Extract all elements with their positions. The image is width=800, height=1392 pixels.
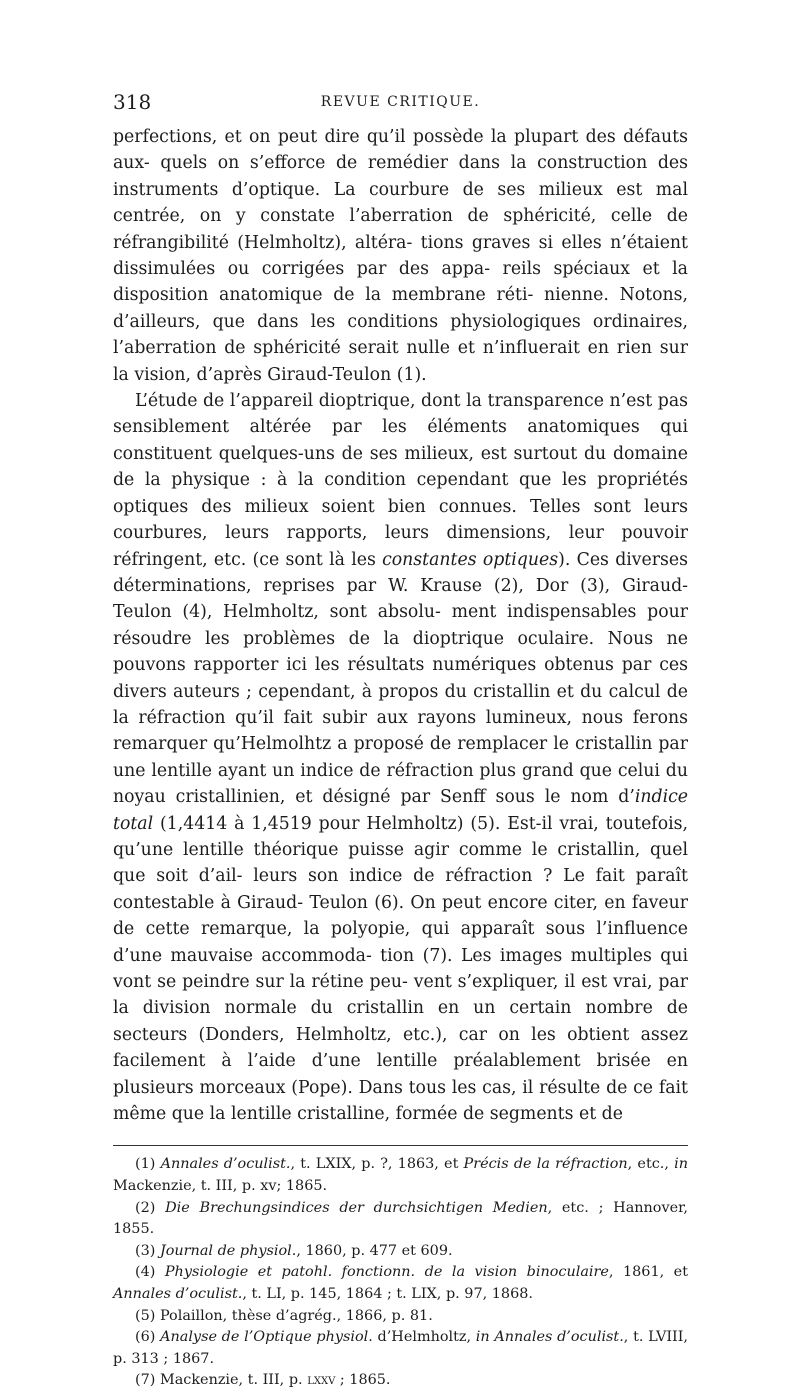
- constantes-optiques-term: constantes optiques: [382, 549, 559, 570]
- page-number: 318: [113, 90, 152, 114]
- footnote-1-title: Annales d’oculist.: [160, 1156, 291, 1173]
- footnote-4-text-1: , 1861, et: [608, 1264, 688, 1281]
- paragraph-2-text-3: (1,4414 à 1,4519 pour Helmholtz) (5). Est-il vrai, toutefois, qu’une lentille théorique puisse agir comme le cristallin, quel que soit d’ail- leurs son indice de réfraction ? Le fait paraît contestable à Giraud- Teulon (6). On peut encore citer, en faveur de cette remarque, la polyopie, qui apparaît sous l’influence d’une mauvaise accommoda- tion (7). Les images multiples qui vont se peindre sur la rétine peu- vent s’expliquer, il est vrai, par la division normale du cristallin en un certain nombre de secteurs (Donders, Helmholtz, etc.), car on les obtient assez facilement à l’aide d’une lentille préalablement brisée en plusieurs morceaux (Pope). Dans tous les cas, il résulte de ce fait même que la lentille cristalline, formée de segments et de: [113, 813, 688, 1125]
- footnote-7: [113, 1370, 688, 1392]
- footnote-2-mark: (2): [135, 1199, 166, 1216]
- footnote-4-text-2: , t. LI, p. 145, 1864 ; t. LIX, p. 97, 1868.: [242, 1286, 533, 1302]
- footnote-1-title-2: Précis de la réfraction: [463, 1156, 628, 1173]
- running-head: [113, 88, 688, 118]
- footnote-5: [113, 1306, 688, 1328]
- footnote-3-mark: (3): [135, 1242, 160, 1259]
- running-title: REVUE CRITIQUE.: [320, 94, 481, 110]
- footnote-2-title: Die Brechungsindices der durchsichtigen Medien: [165, 1199, 548, 1216]
- footnote-rule: [113, 1145, 688, 1146]
- footnote-6-mark: (6): [135, 1329, 161, 1346]
- footnote-4-title-2: Annales d’oculist.: [113, 1286, 243, 1302]
- footnote-3-title: Journal de physiol.: [159, 1242, 297, 1259]
- footnote-1-mark: (1): [135, 1156, 161, 1173]
- body-text: [113, 124, 688, 1127]
- indice-total-term: indice total: [113, 787, 688, 834]
- paragraph-2-text-2: ). Ces diverses déterminations, reprises par W. Krause (2), Dor (3), Giraud-Teulon (4), Helmholtz, sont absolu- ment indispensables pour résoudre les problèmes de la dioptrique oculaire. Nous ne pouvons rapporter ici les résultats numériques obtenus par ces divers auteurs ; cependant, à propos du cristallin et du calcul de la réfraction qu’il fait subir aux rayons lumineux, nous ferons remarquer qu’Helmolhtz a proposé de remplacer le cristallin par une lentille ayant un indice de réfraction plus grand que celui du noyau cristallinien, et désigné par Senff sous le nom d’: [113, 549, 688, 808]
- footnote-6-in: in: [475, 1329, 490, 1346]
- footnote-2: [113, 1198, 688, 1241]
- paragraph-2-text-1: L’étude de l’appareil dioptrique, dont la transparence n’est pas sensiblement altérée par les éléments anatomiques qui constituent quelques-uns de ses milieux, est surtout du domaine de la physique : à la condition cependant que les propriétés optiques des milieux soient bien connues. Telles sont leurs courbures, leurs rapports, leurs dimensions, leur pouvoir réfringent, etc. (ce sont là les: [113, 391, 688, 570]
- footnote-3: [113, 1241, 688, 1263]
- footnote-4-title: Physiologie et patohl. fonctionn. de la vision binoculaire: [164, 1264, 609, 1281]
- footnote-4: [113, 1262, 688, 1305]
- paragraph-1: perfections, et on peut dire qu’il possède la plupart des défauts aux- quels on s’efforce de remédier dans la construction des instruments d’optique. La courbure de ses milieux est mal centrée, on y constate l’aberration de sphéricité, celle de réfrangibilité (Helmholtz), altéra- tions graves si elles n’étaient dissimulées ou corrigées par des appa- reils spéciaux et la disposition anatomique de la membrane réti- nienne. Notons, d’ailleurs, que dans les conditions physiologiques ordinaires, l’aberration de sphéricité serait nulle et n’influerait en rien sur la vision, d’après Giraud-Teulon (1).: [113, 127, 688, 385]
- footnote-1-text-2: , etc.,: [627, 1156, 675, 1173]
- footnote-3-text: , 1860, p. 477 et 609.: [296, 1242, 453, 1259]
- footnote-1: [113, 1154, 688, 1197]
- footnotes: [113, 1154, 688, 1392]
- footnote-7-text-2: ; 1865.: [335, 1372, 391, 1389]
- footnote-6: [113, 1327, 688, 1370]
- footnote-6-text-1: d’Helmholtz,: [372, 1329, 476, 1346]
- footnote-6-title-2: Annales d’oculist.: [494, 1329, 624, 1346]
- footnote-2-text: , etc. ; Hannover, 1855.: [113, 1199, 688, 1238]
- footnote-1-text-1: , t. LXIX, p. ?, 1863, et: [290, 1156, 464, 1173]
- page: [113, 88, 688, 1392]
- footnote-1-text-3: Mackenzie, t. III, p. xv; 1865.: [113, 1178, 328, 1195]
- footnote-4-mark: (4): [135, 1264, 165, 1281]
- footnote-7-page: lxxv: [307, 1372, 336, 1389]
- paragraph-2: [113, 388, 688, 1127]
- footnote-6-title: Analyse de l’Optique physiol.: [160, 1329, 373, 1346]
- footnote-7-text-1: (7) Mackenzie, t. III, p.: [135, 1372, 308, 1389]
- footnote-6-text-2: , t. LVIII, p. 313 ; 1867.: [113, 1329, 688, 1367]
- footnote-5-text: (5) Polaillon, thèse d’agrég., 1866, p. 81.: [135, 1307, 433, 1324]
- footnote-1-in: in: [674, 1156, 688, 1173]
